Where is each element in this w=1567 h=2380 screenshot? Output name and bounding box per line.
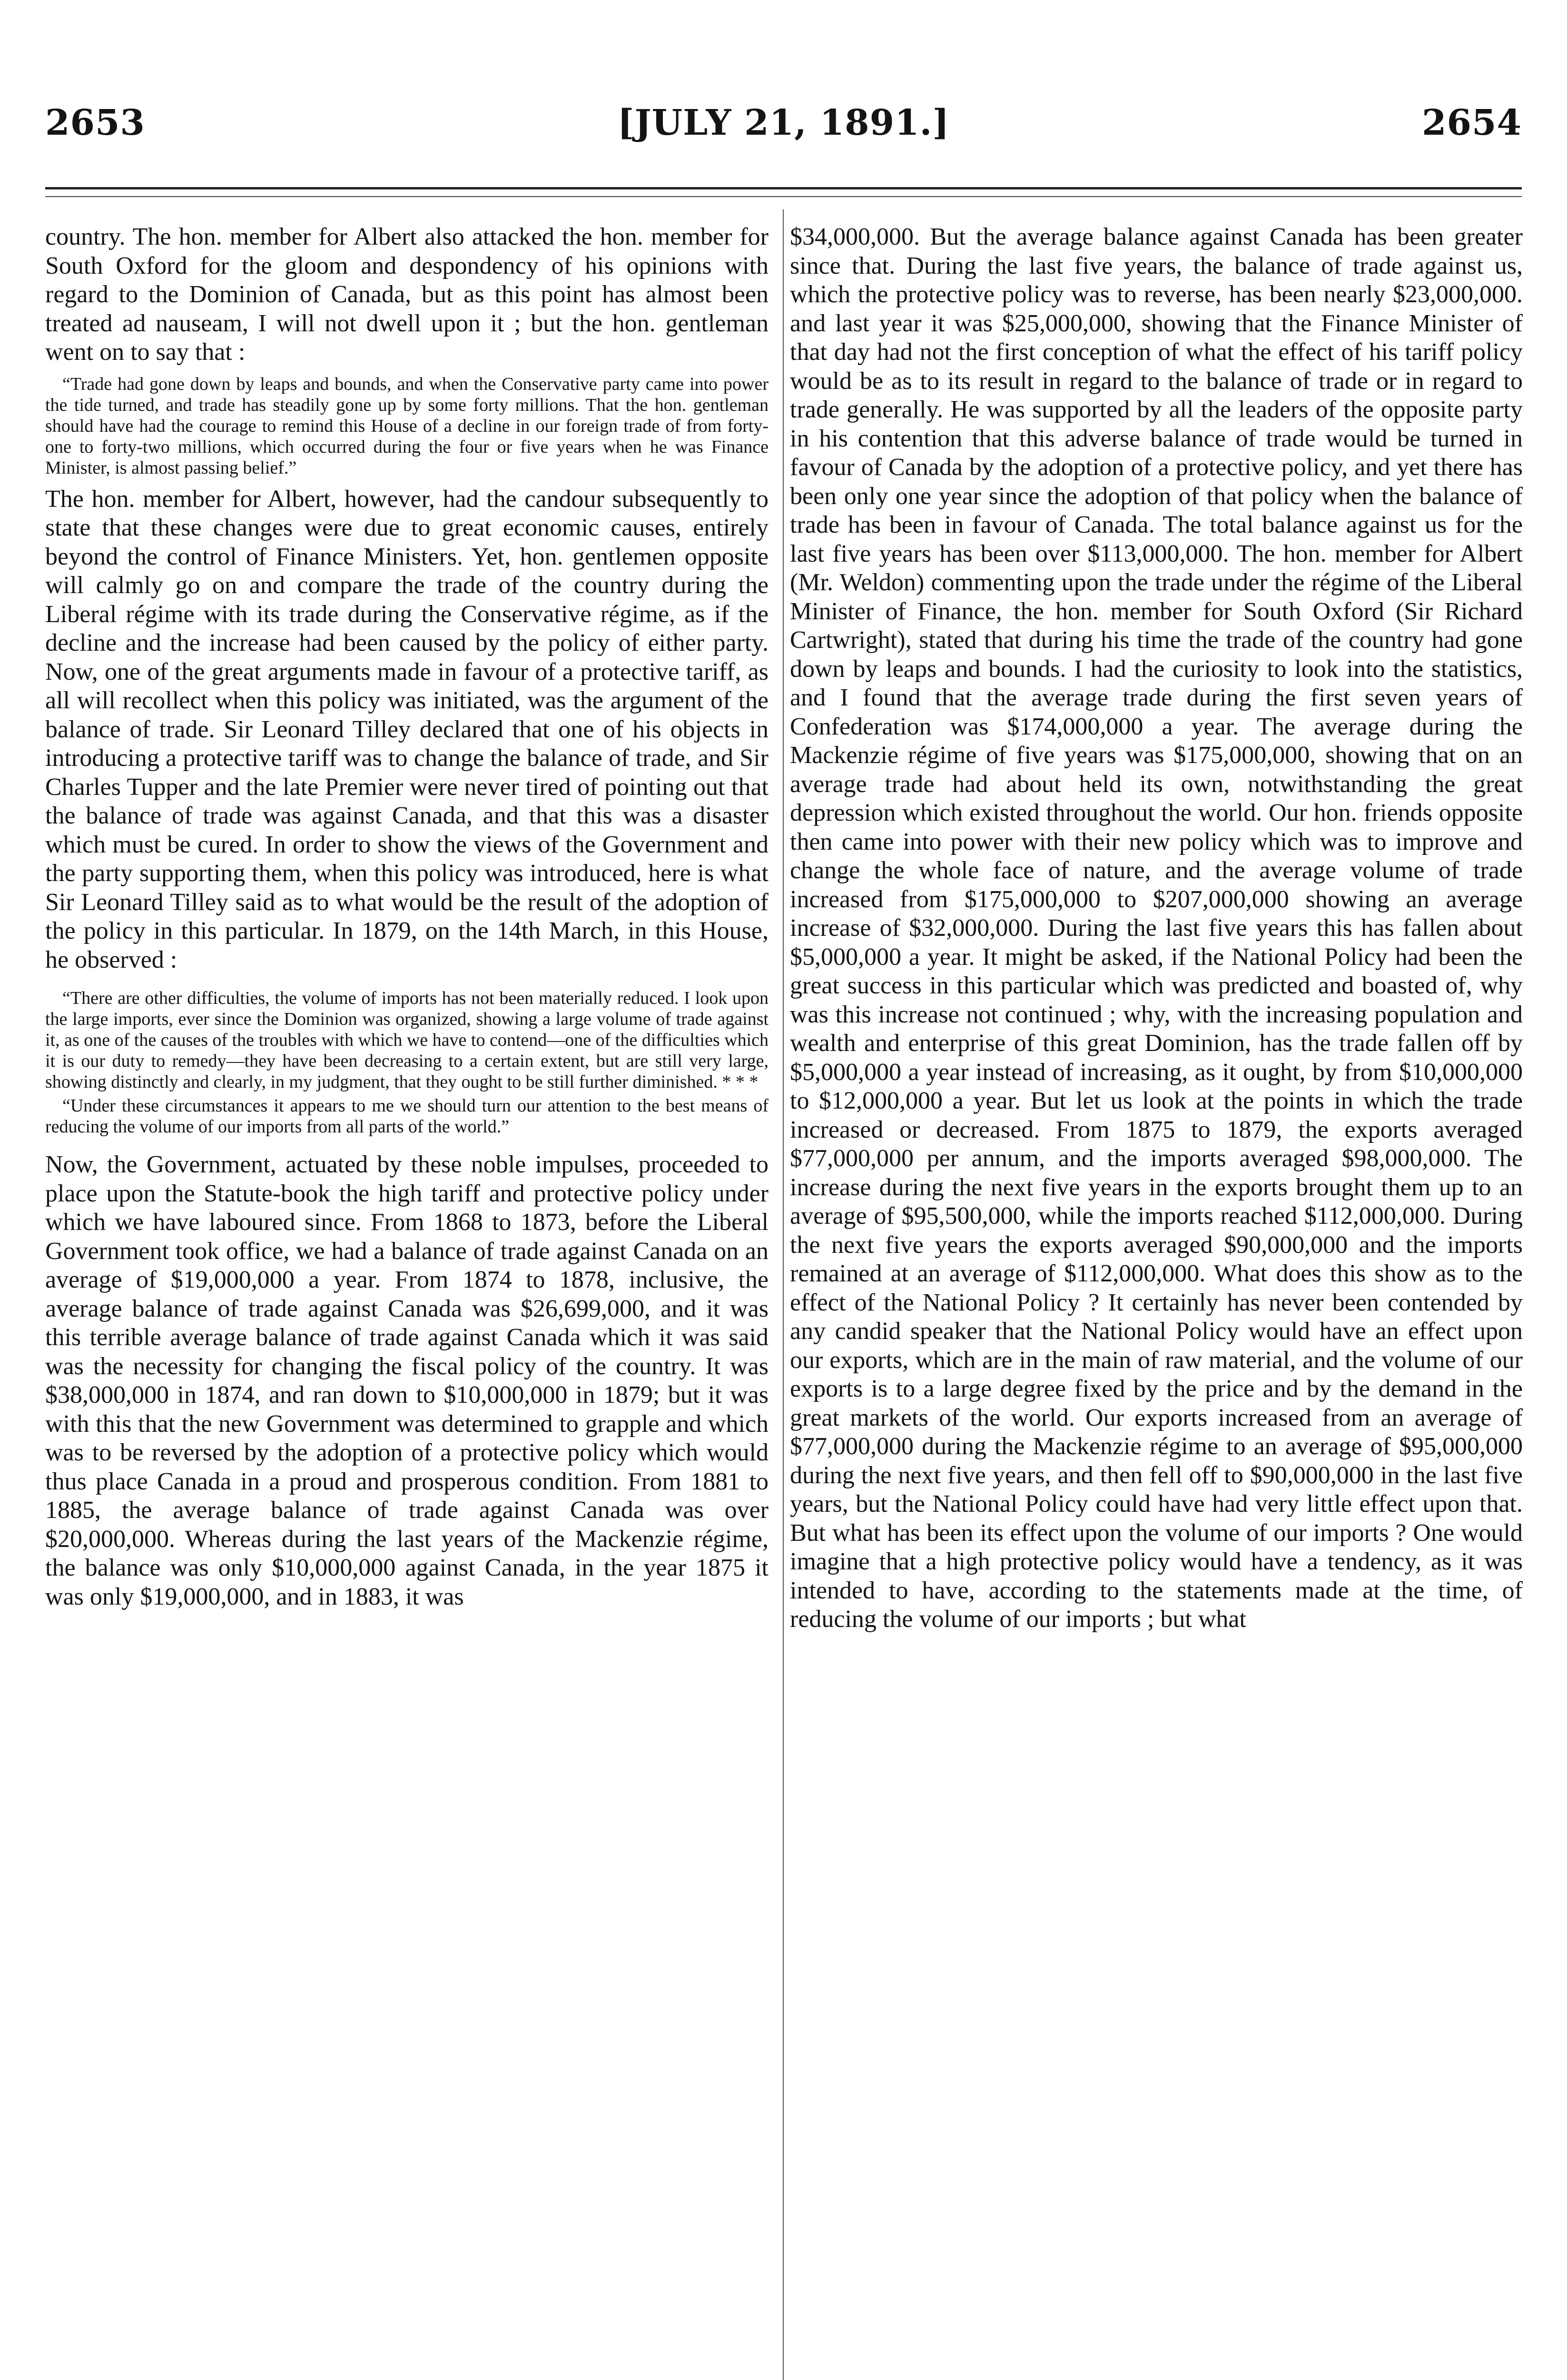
right-column <box>790 223 1523 1634</box>
left-paragraph-2: The hon. member for Albert, however, had the candour subsequently to state that these changes were due to great economic causes, entirely beyond the control of Finance Ministers. Yet, hon. gentlemen opposite will calmly go on and compare the trade of the country during the Liberal régime with its trade during the Conservative régime, as if the decline and the increase had been caused by the policy of either party. Now, one of the great arguments made in favour of a protective tariff, as all will recollect when this policy was initiated, was the argument of the balance of trade. Sir Leonard Tilley declared that one of his objects in introducing a protective tariff was to change the balance of trade, and Sir Charles Tupper and the late Premier were never tired of pointing out that the balance of trade was against Canada, and that this was a disaster which must be cured. In order to show the views of the Government and the party supporting them, when this policy was introduced, here is what Sir Leonard Tilley said as to what would be the result of the adoption of the policy in this particular. In 1879, on the 14th March, in this House, he observed : <box>45 485 769 973</box>
column-divider <box>783 209 784 2380</box>
left-paragraph-1: country. The hon. member for Albert also attacked the hon. member for South Oxford for the gloom and despondency of his opinions with regard to the Dominion of Canada, but as this point has almost been treated ad nauseam, I will not dwell upon it ; but the hon. gentleman went on to say that : <box>45 223 769 366</box>
left-column <box>45 223 769 1611</box>
left-quote-2b: “Under these circumstances it appears to me we should turn our attention to the best means of reducing the volume of our imports from all parts of the world.” <box>45 1096 769 1137</box>
page-header <box>45 95 1522 152</box>
page-number-left: 2653 <box>45 102 145 143</box>
header-rule-thin <box>45 196 1522 197</box>
left-quote-1: “Trade had gone down by leaps and bounds, and when the Conservative party came into power the tide turned, and trade has steadily gone up by some forty millions. That the hon. gentleman should have had the courage to remind this House of a decline in our foreign trade of from forty-one to forty-two millions, which occurred during the four or five years when he was Finance Minister, is almost passing belief.” <box>45 374 769 478</box>
header-rule-thick <box>45 187 1522 189</box>
header-date: [JULY 21, 1891.] <box>617 102 950 143</box>
left-quote-2a: “There are other difficulties, the volume of imports has not been materially reduced. I look upon the large imports, ever since the Dominion was organized, showing a large volume of trade against it, as one of the causes of the troubles with which we have to contend—one of the difficulties which it is our duty to remedy—they have been decreasing to a certain extent, but are still very large, showing distinctly and clearly, in my judgment, that they ought to be still further diminished. * * * <box>45 988 769 1092</box>
page-number-right: 2654 <box>1422 102 1522 143</box>
left-paragraph-3: Now, the Government, actuated by these noble impulses, proceeded to place upon the Statute-book the high tariff and protective policy under which we have laboured since. From 1868 to 1873, before the Liberal Government took office, we had a balance of trade against Canada on an average of $19,000,000 a year. From 1874 to 1878, inclusive, the average balance of trade against Canada was $26,699,000, and it was this terrible average balance of trade against Canada which it was said was the necessity for changing the fiscal policy of the country. It was $38,000,000 in 1874, and ran down to $10,000,000 in 1879; but it was with this that the new Government was determined to grapple and which was to be reversed by the adoption of a protective policy which would thus place Canada in a proud and prosperous condition. From 1881 to 1885, the average balance of trade against Canada was over $20,000,000. Whereas during the last years of the Mackenzie régime, the balance was only $10,000,000 against Canada, in the year 1875 it was only $19,000,000, and in 1883, it was <box>45 1151 769 1610</box>
right-paragraph-1: $34,000,000. But the average balance against Canada has been greater since that. During the last five years, the balance of trade against us, which the protective policy was to reverse, has been nearly $23,000,000. and last year it was $25,000,000, showing that the Finance Minister of that day had not the first conception of what the effect of his tariff policy would be as to its result in regard to the balance of trade or in regard to trade generally. He was supported by all the leaders of the opposite party in his contention that this adverse balance of trade would be turned in favour of Canada by the adoption of a protective policy, and yet there has been only one year since the adoption of that policy when the balance of trade has been in favour of Canada. The total balance against us for the last five years has been over $113,000,000. The hon. member for Albert (Mr. Weldon) commenting upon the trade under the régime of the Liberal Minister of Finance, the hon. member for South Oxford (Sir Richard Cartwright), stated that during his time the trade of the country had gone down by leaps and bounds. I had the curiosity to look into the statistics, and I found that the average trade during the first seven years of Confederation was $174,000,000 a year. The average during the Mackenzie régime of five years was $175,000,000, showing that on an average trade had about held its own, notwithstanding the great depression which existed throughout the world. Our hon. friends opposite then came into power with their new policy which was to improve and change the whole face of nature, and the average volume of trade increased from $175,000,000 to $207,000,000 showing an average increase of $32,000,000. During the last five years this has fallen about $5,000,000 a year. It might be asked, if the National Policy had been the great success in this particular which was predicted and boasted of, why was this increase not continued ; why, with the increasing population and wealth and enterprise of this great Dominion, has the trade fallen off by $5,000,000 a year instead of increasing, as it ought, by from $10,000,000 to $12,000,000 a year. But let us look at the points in which the trade increased or decreased. From 1875 to 1879, the exports averaged $77,000,000 per annum, and the imports averaged $98,000,000. The increase during the next five years in the exports brought them up to an average of $95,500,000, while the imports reached $112,000,000. During the next five years the exports averaged $90,000,000 and the imports remained at an average of $112,000,000. What does this show as to the effect of the National Policy ? It certainly has never been contended by any candid speaker that the National Policy would have an effect upon our exports, which are in the main of raw material, and the volume of our exports is to a large degree fixed by the price and by the demand in the great markets of the world. Our exports increased from an average of $77,000,000 during the Mackenzie régime to an average of $95,000,000 during the next five years, and then fell off to $90,000,000 in the last five years, but the National Policy could have had very little effect upon that. But what has been its effect upon the volume of our imports ? One would imagine that a high protective policy would have a tendency, as it was intended to have, according to the statements made at the time, of reducing the volume of our imports ; but what <box>790 223 1523 1633</box>
